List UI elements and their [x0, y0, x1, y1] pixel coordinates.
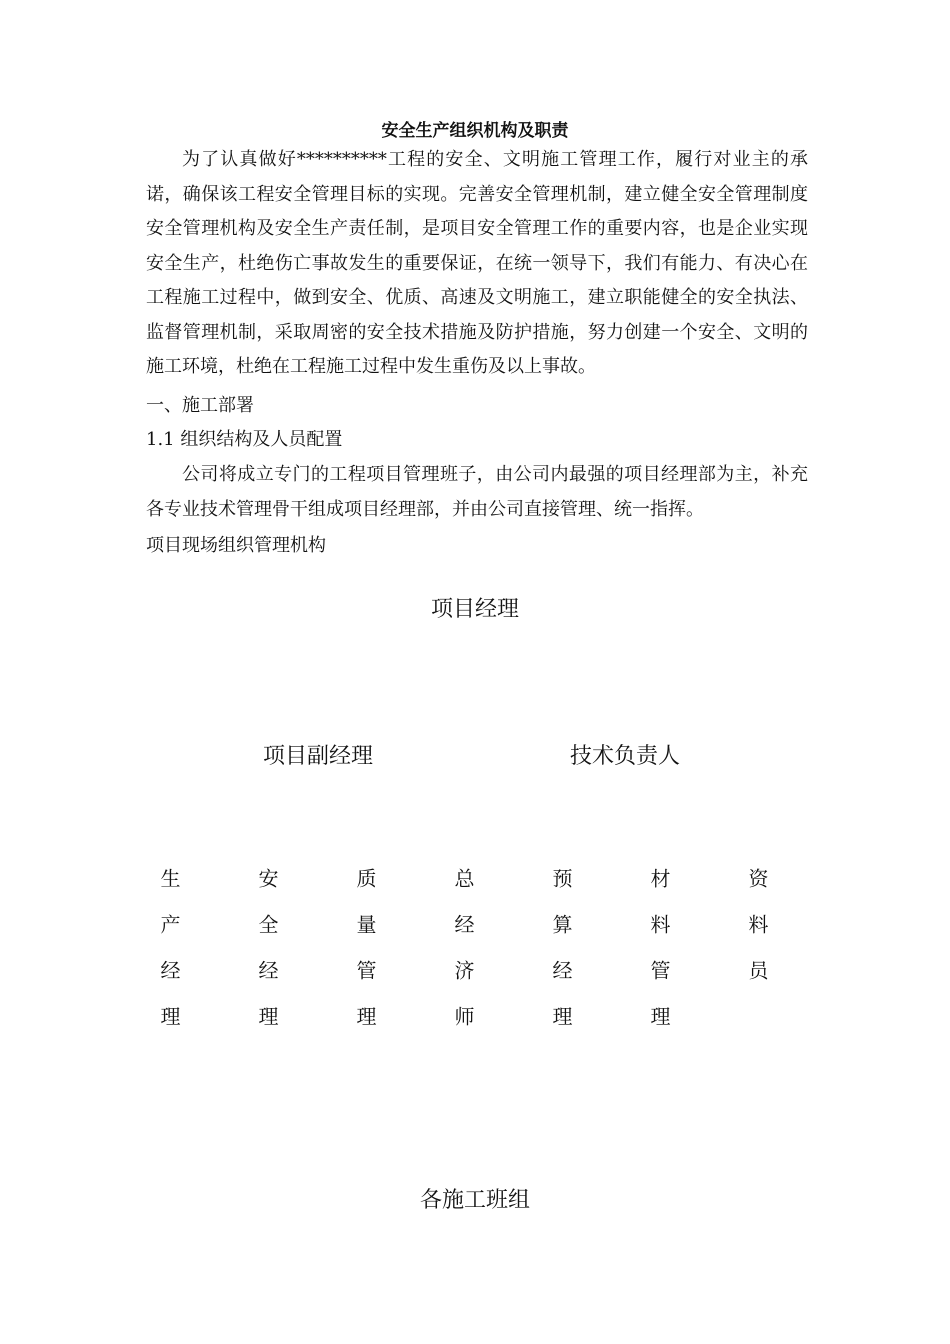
- org-node-project-manager: 项目经理: [430, 597, 519, 622]
- document-title: 安全生产组织机构及职责: [381, 121, 569, 141]
- org-node-construction-teams: 各施工班组: [419, 1188, 530, 1213]
- org-role-safety-manager: 安全经理: [255, 868, 279, 1052]
- org-role-budget-manager: 预算经理: [549, 868, 573, 1052]
- org-node-technical-lead: 技术负责人: [569, 744, 680, 769]
- intro-paragraph: 为了认真做好**********工程的安全、文明施工管理工作，履行对业主的承诺，确保该工程安全管理目标的实现。完善安全管理机制，建立健全安全管理制度安全管理机构及安全生产责任制，是项目安全管理工作的重要内容，也是企业实现安全生产，杜绝伤亡事故发生的重要保证，在统一领导下，我们有能力、有决心在工程施工过程中，做到安全、优质、高速及文明施工，建立职能健全的安全执法、监督管理机制，采取周密的安全技术措施及防护措施，努力创建一个安全、文明的施工环境，杜绝在工程施工过程中发生重伤及以上事故。: [146, 149, 808, 377]
- org-node-deputy-manager: 项目副经理: [262, 744, 373, 769]
- subsection-heading: 1.1 组织结构及人员配置: [146, 429, 343, 450]
- org-role-production-manager: 生产经理: [157, 868, 181, 1052]
- org-role-document-clerk: 资料员: [745, 868, 769, 1006]
- staffing-paragraph: 公司将成立专门的工程项目管理班子，由公司内最强的项目经理部为主，补充各专业技术管理骨干组成项目经理部，并由公司直接管理、统一指挥。: [146, 464, 808, 520]
- org-role-materials-management: 材料管理: [647, 868, 671, 1052]
- section-heading: 一、施工部署: [146, 395, 254, 416]
- org-chart-caption: 项目现场组织管理机构: [146, 535, 326, 556]
- org-role-chief-economist: 总经济师: [451, 868, 475, 1052]
- org-role-quality-management: 质量管理: [353, 868, 377, 1052]
